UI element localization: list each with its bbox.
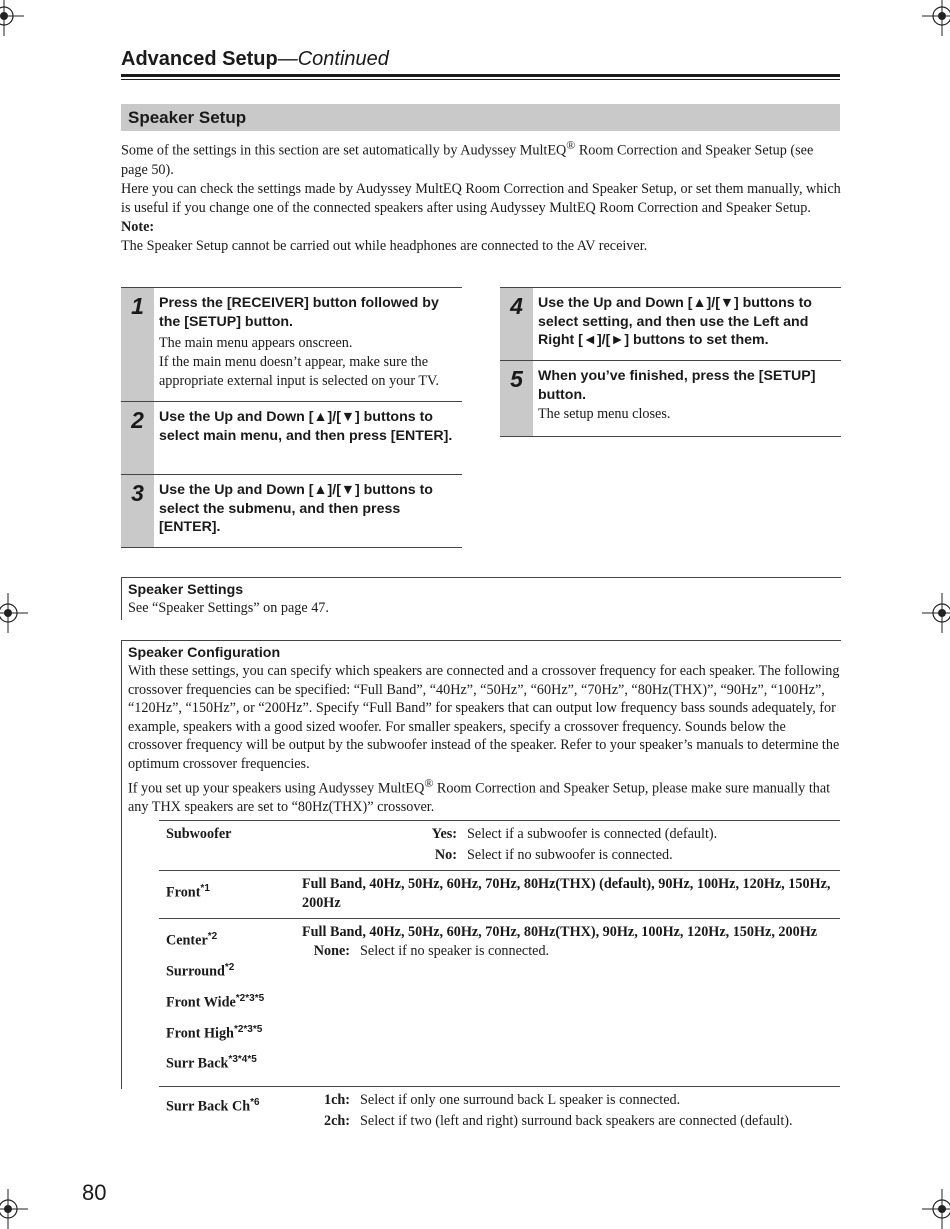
step-4 — [500, 287, 841, 360]
surround-label: Surround$^{*2}$ — [166, 962, 235, 980]
option-none — [302, 942, 840, 961]
config-p2-start: If you set up your speakers using Audyssey MultEQ — [128, 780, 425, 797]
step-number: 4 — [500, 288, 533, 360]
registration-mark-bottom-left — [0, 1189, 28, 1229]
step-title: Use the Up and Down [▲]/[▼] buttons to select the submenu, and then press [ENTER]. — [159, 482, 433, 535]
header-rule-thin — [121, 79, 840, 80]
surr-back-label: Surr Back$^{*3*4*5}$ — [166, 1054, 257, 1073]
speaker-settings-box — [121, 577, 841, 620]
step-5 — [500, 360, 841, 437]
step-text: If the main menu doesn’t appear, make sure the appropriate external input is selected on your TV. — [159, 354, 439, 389]
step-number: 5 — [500, 361, 533, 436]
page-number: 80 — [82, 1180, 107, 1205]
page-header — [121, 48, 840, 80]
option-key: 1ch: — [323, 1092, 350, 1109]
row-label — [159, 821, 302, 871]
registered-mark: ® — [424, 775, 434, 790]
footnote-marker: *6 — [250, 1097, 260, 1109]
row-options — [302, 1087, 840, 1137]
step-2 — [121, 401, 462, 474]
front-values: Full Band, 40Hz, 50Hz, 60Hz, 70Hz, 80Hz(THX) (default), 90Hz, 100Hz, 120Hz, 150Hz, 200Hz — [302, 876, 831, 912]
registration-mark-mid-left — [0, 593, 28, 633]
registration-mark-top-left — [0, 0, 24, 36]
table-row-subwoofer — [159, 821, 840, 871]
option-key: Yes: — [431, 826, 457, 843]
speaker-settings-text: See “Speaker Settings” on page 47. — [128, 600, 329, 616]
config-p2-end: Room Correction and Speaker Setup, please make sure manually that any THX speakers are set to “80Hz(THX)” crossover. — [128, 780, 831, 815]
option-key: None: — [313, 943, 350, 960]
step-text: The setup menu closes. — [538, 406, 671, 422]
group-values: Full Band, 40Hz, 50Hz, 60Hz, 70Hz, 80Hz(THX), 90Hz, 100Hz, 120Hz, 150Hz, 200Hz — [302, 924, 818, 941]
section-title-bar — [121, 104, 840, 131]
option-key: 2ch: — [323, 1113, 350, 1130]
speaker-settings-title: Speaker Settings — [128, 582, 244, 598]
row-options — [302, 919, 840, 1087]
step-text: The main menu appears onscreen. — [159, 335, 353, 351]
front-wide-label: Front Wide$^{*2*3*5}$ — [166, 992, 265, 1011]
table-row-front — [159, 871, 840, 919]
center-label: Center$^{*2}$ — [166, 931, 218, 950]
registered-mark: ® — [566, 138, 576, 152]
registration-mark-mid-right — [922, 593, 950, 633]
option-yes — [409, 825, 840, 844]
option-1ch — [302, 1091, 840, 1110]
step-1 — [121, 287, 462, 401]
registration-mark-bottom-right — [922, 1189, 950, 1229]
intro-p1-end: Room Correction and Speaker Setup (see page 50). — [121, 142, 814, 178]
section-title: Speaker Setup — [128, 108, 247, 127]
row-label — [159, 919, 302, 1087]
row-label — [159, 1087, 302, 1137]
intro-text — [121, 136, 843, 256]
option-2ch — [302, 1112, 840, 1131]
note-label: Note: — [121, 218, 155, 235]
table-row-speaker-group — [159, 919, 840, 1087]
front-label: Front — [166, 885, 201, 902]
speaker-configuration-paragraph-1: With these settings, you can specify which speakers are connected and a crossover frequency for each speaker. The following crossover frequencies can be specified: “Full Band”, “40Hz”, “50Hz”, “60Hz”, “70Hz”, “80Hz(THX)”, “90Hz”, “100Hz”, “120Hz”, “150Hz”, or “200Hz”. Specify “Full Band” for speakers that can output low frequency bass sounds adequately, for example, speakers with a good sized woofer. For smaller speakers, specify a crossover frequency. Sounds below the crossover frequency will be output by the subwoofer instead of the speaker. Refer to your speaker’s manuals to determine the optimum crossover frequencies. — [128, 663, 840, 772]
footnote-marker: *1 — [200, 883, 210, 895]
step-number: 1 — [121, 288, 154, 401]
note-text: The Speaker Setup cannot be carried out while headphones are connected to the AV receiver. — [121, 237, 648, 254]
step-title: Use the Up and Down [▲]/[▼] buttons to select main menu, and then press [ENTER]. — [159, 409, 453, 444]
intro-p1-start: Some of the settings in this section are set automatically by Audyssey MultEQ — [121, 142, 567, 159]
row-options — [302, 871, 840, 919]
page-title-continued: —Continued — [277, 48, 389, 70]
option-text: Select if a subwoofer is connected (default). — [467, 826, 718, 843]
front-high-label: Front High$^{*2*3*5}$ — [166, 1023, 263, 1042]
speaker-configuration-box — [121, 640, 841, 1130]
step-number: 2 — [121, 402, 154, 474]
step-title: Use the Up and Down [▲]/[▼] buttons to select setting, and then use the Left and Right [◄]/[►] buttons to set them. — [538, 295, 812, 348]
option-text: Select if only one surround back L speaker is connected. — [360, 1092, 681, 1109]
steps-left-column — [121, 287, 462, 548]
option-no — [409, 846, 840, 865]
option-text: Select if no subwoofer is connected. — [467, 847, 673, 864]
header-rule-thick — [121, 74, 840, 77]
intro-paragraph-1 — [121, 136, 843, 180]
registration-mark-top-right — [922, 0, 950, 36]
step-3 — [121, 474, 462, 548]
step-number: 3 — [121, 475, 154, 547]
surr-back-ch-label: Surr Back Ch — [166, 1098, 251, 1115]
step-title: Press the [RECEIVER] button followed by the [SETUP] button. — [159, 295, 439, 330]
speaker-configuration-title: Speaker Configuration — [128, 645, 281, 661]
row-label — [159, 871, 302, 919]
row-options — [302, 821, 840, 871]
step-title: When you’ve finished, press the [SETUP] button. — [538, 368, 816, 403]
intro-paragraph-2: Here you can check the settings made by Audyssey MultEQ Room Correction and Speaker Setup, or set them manually, which is useful if you change one of the connected speakers after using Audyssey MultEQ Room Correction and Speaker Setup. — [121, 180, 841, 216]
table-row-surr-back-ch — [159, 1087, 840, 1137]
option-text: Select if two (left and right) surround back speakers are connected (default). — [360, 1113, 793, 1130]
option-text: Select if no speaker is connected. — [360, 943, 550, 960]
speaker-configuration-table — [159, 820, 840, 1136]
steps-right-column — [500, 287, 841, 437]
speaker-configuration-paragraph-2 — [128, 774, 841, 817]
page-title: Advanced Setup — [121, 48, 278, 70]
option-key: No: — [434, 847, 457, 864]
subwoofer-label: Subwoofer — [166, 826, 232, 843]
